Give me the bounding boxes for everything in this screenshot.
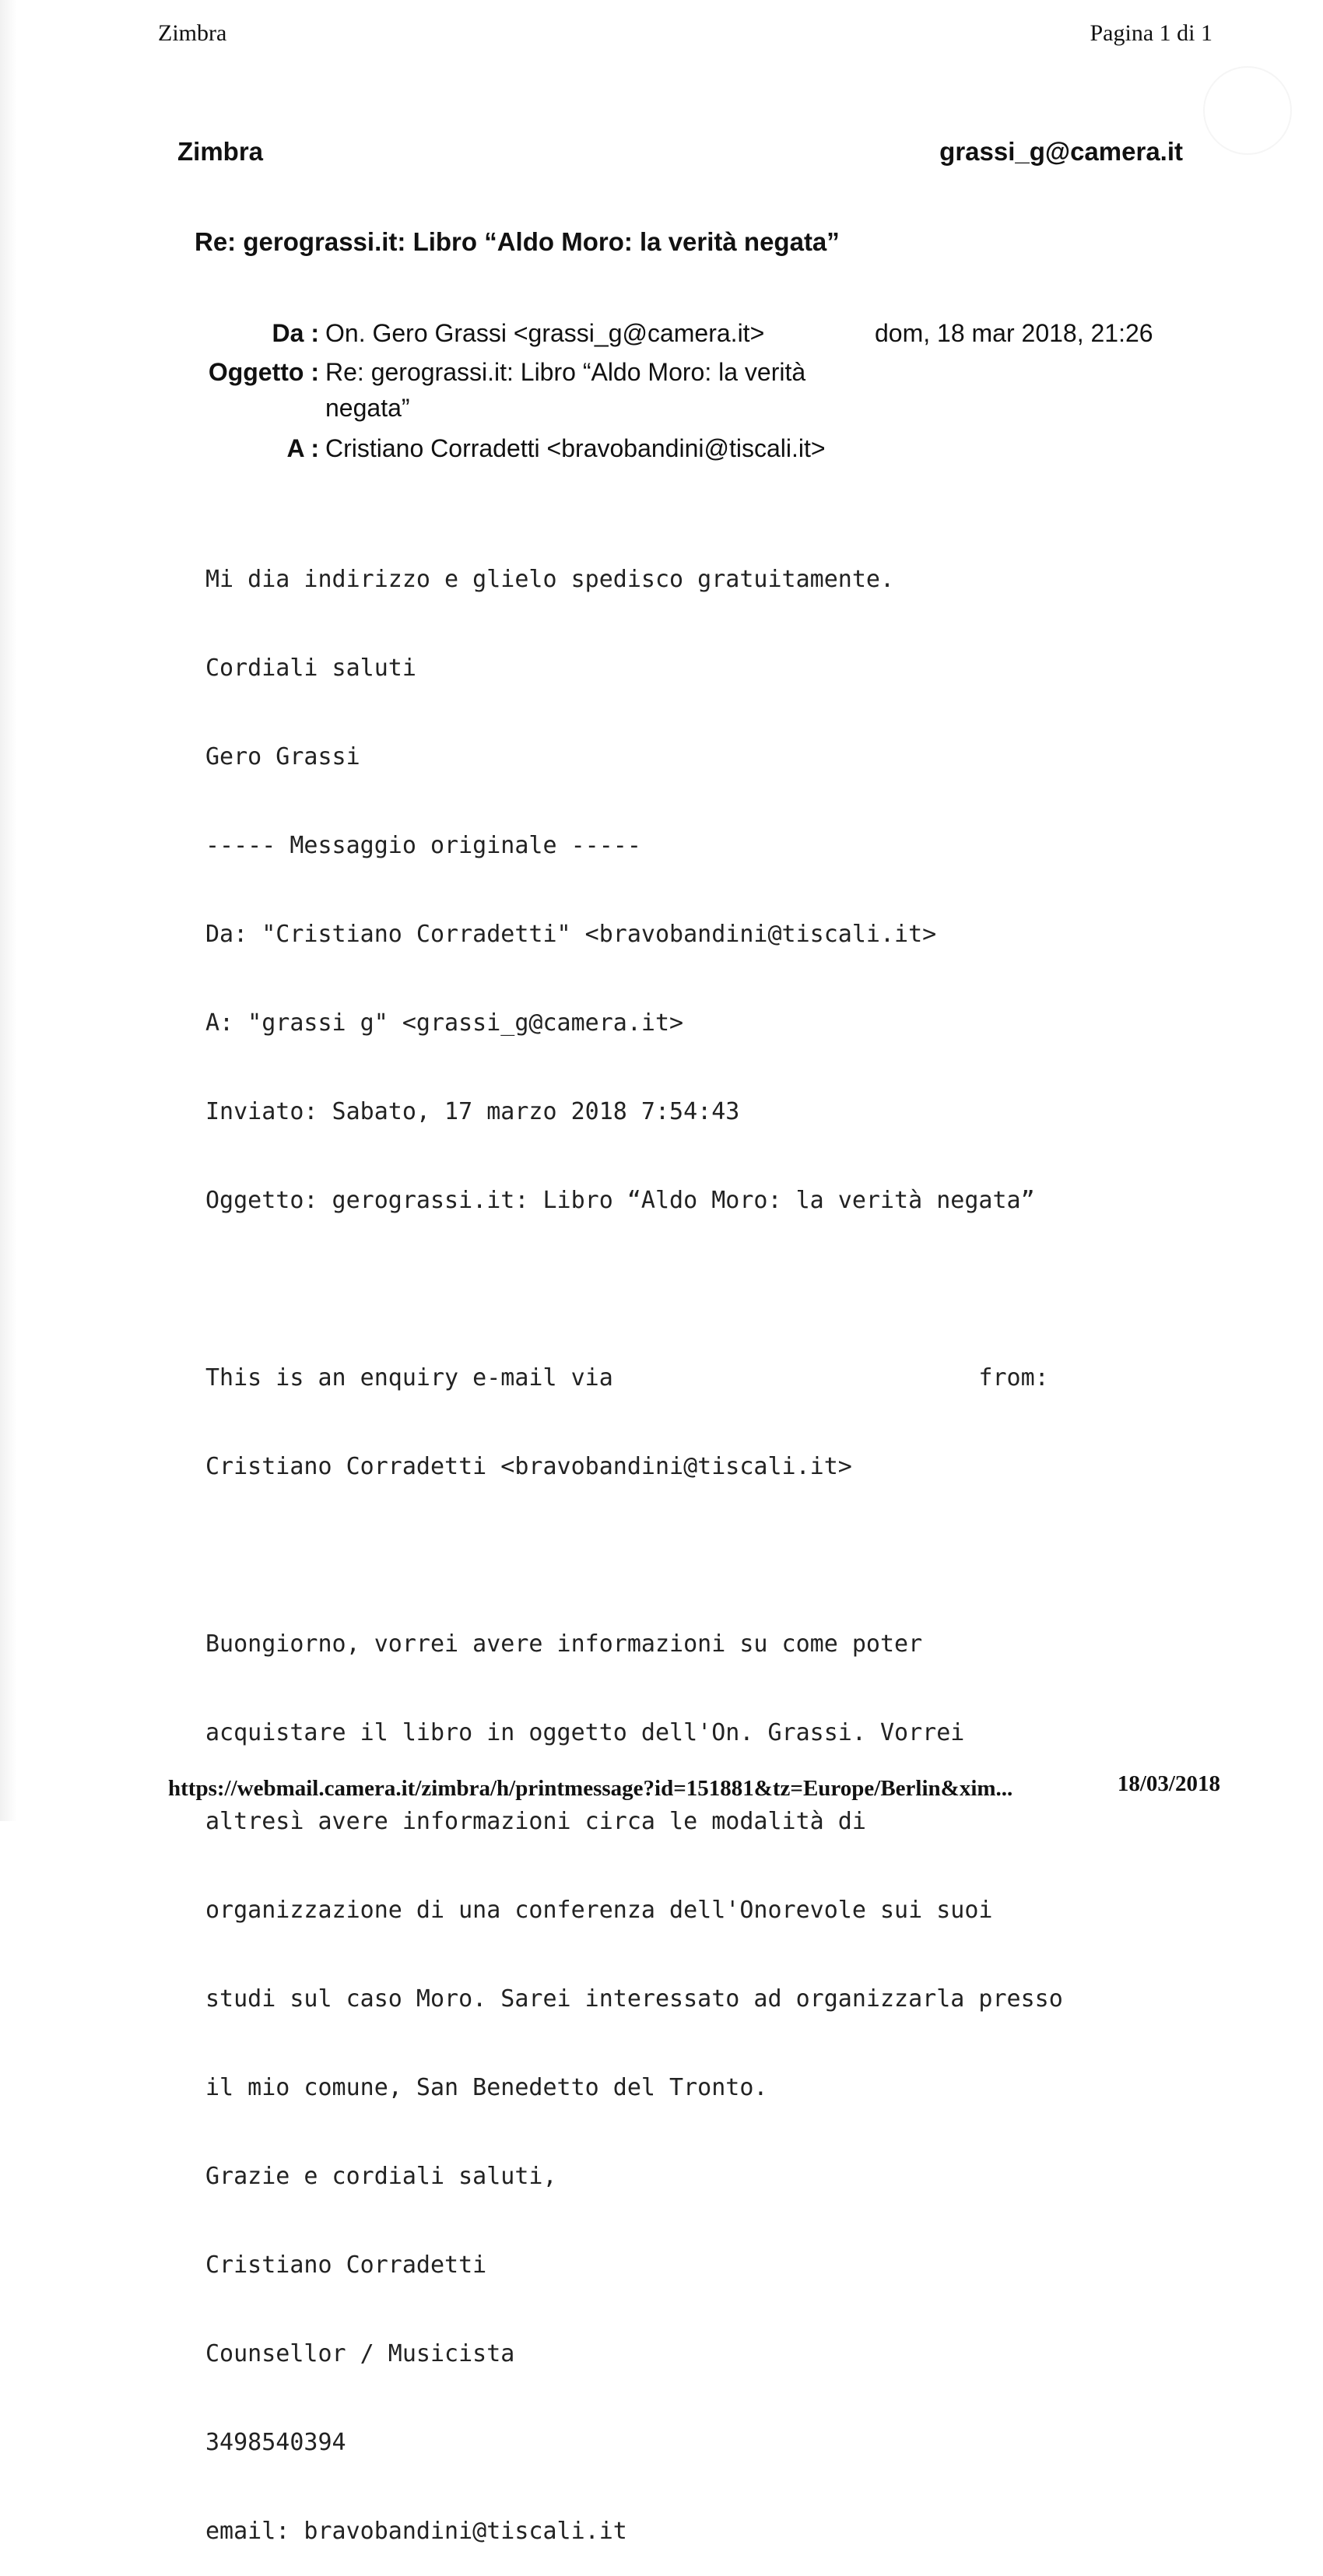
body-line: Oggetto: gerograssi.it: Libro “Aldo Moro: la verità negata” (205, 1187, 1035, 1214)
body-line: acquistare il libro in oggetto dell'On. Grassi. Vorrei (205, 1719, 965, 1746)
body-line: ----- Messaggio originale ----- (205, 832, 641, 859)
body-line: Buongiorno, vorrei avere informazioni su come poter (205, 1630, 923, 1658)
body-line (205, 1275, 1217, 1304)
message-date: dom, 18 mar 2018, 21:26 (875, 319, 1153, 347)
scan-edge-shadow (0, 0, 17, 1821)
to-value: Cristiano Corradetti <bravobandini@tiscali.it> (325, 434, 826, 462)
body-line: This is an enquiry e-mail via from: (205, 1364, 1049, 1392)
body-line (205, 1541, 1217, 1571)
print-footer-url: https://webmail.camera.it/zimbra/h/printmessage?id=151881&tz=Europe/Berlin&xim... (168, 1776, 1013, 1801)
print-footer-date: 18/03/2018 (1117, 1771, 1220, 1796)
print-header-title: Zimbra (158, 20, 227, 46)
message-title: Re: gerograssi.it: Libro “Aldo Moro: la verità negata” (195, 227, 840, 256)
body-line: Grazie e cordiali saluti, (205, 2163, 557, 2190)
print-header-page-number: Pagina 1 di 1 (1090, 20, 1212, 46)
body-line: A: "grassi g" <grassi_g@camera.it> (205, 1009, 684, 1037)
body-line: altresì avere informazioni circa le modalità di (205, 1808, 866, 1835)
to-label: A : (286, 434, 319, 462)
account-email: grassi_g@camera.it (939, 137, 1183, 166)
body-line: Counsellor / Musicista (205, 2340, 515, 2367)
app-name: Zimbra (177, 137, 264, 166)
faded-stamp (1203, 66, 1292, 155)
message-body (205, 506, 1217, 2576)
body-line: Cristiano Corradetti (205, 2251, 487, 2279)
body-line: studi sul caso Moro. Sarei interessato ad organizzarla presso (205, 1985, 1063, 2013)
body-line: il mio comune, San Benedetto del Tronto. (205, 2074, 768, 2101)
body-line: 3498540394 (205, 2429, 346, 2456)
body-line: Gero Grassi (205, 743, 360, 770)
subject-value-line2: negata” (325, 394, 410, 422)
body-line: email: bravobandini@tiscali.it (205, 2518, 627, 2545)
body-line: Cristiano Corradetti <bravobandini@tiscali.it> (205, 1453, 852, 1480)
body-line: Inviato: Sabato, 17 marzo 2018 7:54:43 (205, 1098, 740, 1125)
body-line: organizzazione di una conferenza dell'Onorevole sui suoi (205, 1897, 993, 1924)
from-label: Da : (272, 319, 319, 347)
body-line: Mi dia indirizzo e glielo spedisco gratuitamente. (205, 566, 895, 593)
body-line: Da: "Cristiano Corradetti" <bravobandini@tiscali.it> (205, 921, 937, 948)
body-line: Cordiali saluti (205, 655, 416, 682)
subject-value-line1: Re: gerograssi.it: Libro “Aldo Moro: la verità (325, 358, 806, 386)
from-value: On. Gero Grassi <grassi_g@camera.it> (325, 319, 765, 347)
subject-label: Oggetto : (208, 358, 319, 386)
